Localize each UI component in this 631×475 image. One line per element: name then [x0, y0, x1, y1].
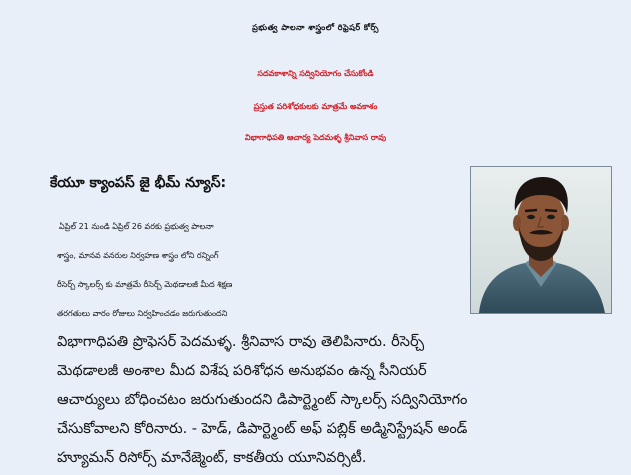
subhead-3: విభాగాధిపతి ఆచార్య పెదమళ్ళ శ్రీనివాస రావు [244, 133, 387, 142]
body-line-4: తరగతులు వారం రోజులు నిర్వహించడం జరుగుతుందని [57, 309, 228, 318]
headline: ప్రభుత్వ పాలనా శాస్త్రంలో రిఫ్రెషర్ కోర్స్ [252, 23, 379, 32]
body-line-7: ఆచార్యులు బోధించటం జరుగుతుందని డిపార్ట్మెంట్ స్కాలర్స్ సద్వినియోగం [57, 392, 468, 408]
dateline: కేయూ క్యాంపస్ జై భీమ్ న్యూస్: [50, 175, 227, 191]
subhead-1: సదవకాశాన్ని సద్వినియోగం చేసుకోండి [257, 69, 374, 78]
body-line-5: విభాగాధిపతి ప్రొఫెసర్ పెదమళ్ళ. శ్రీనివాస రావు తెలిపినారు. రీసెర్చ్ [57, 334, 425, 350]
body-line-6: మెథడాలజీ అంశాల మీద విశేష పరిశోధన అనుభవం ఉన్న సీనియర్ [57, 363, 427, 379]
body-line-9: హ్యూమన్ రిసోర్స్ మానేజ్మెంట్, కాకతీయ యూనివర్సిటీ. [57, 450, 367, 466]
article-body [59, 212, 611, 473]
subhead-2: ప్రస్తుత పరిశోధకులకు మాత్రమే అవకాశం [253, 102, 378, 111]
body-line-1: ఏప్రిల్ 21 నుండి ఏప్రిల్ 26 వరకు ప్రభుత్వ పాలనా [59, 222, 214, 231]
body-line-2: శాస్త్రం, మానవ వనరుల నిర్వహణ శాస్త్రం లోని రన్నింగ్ [57, 251, 219, 260]
body-line-3: రీసెర్చ్ స్కాలర్స్ కు మాత్రమే రీసెర్చ్ మెథడాలజీ మీద శిక్షణ [57, 280, 233, 289]
body-line-8: చేసుకోవాలని కోరినారు. - హెడ్, డిపార్ట్మెంట్ అఫ్ పబ్లిక్ అడ్మినిస్ట్రేషన్ అండ్ [57, 421, 468, 437]
